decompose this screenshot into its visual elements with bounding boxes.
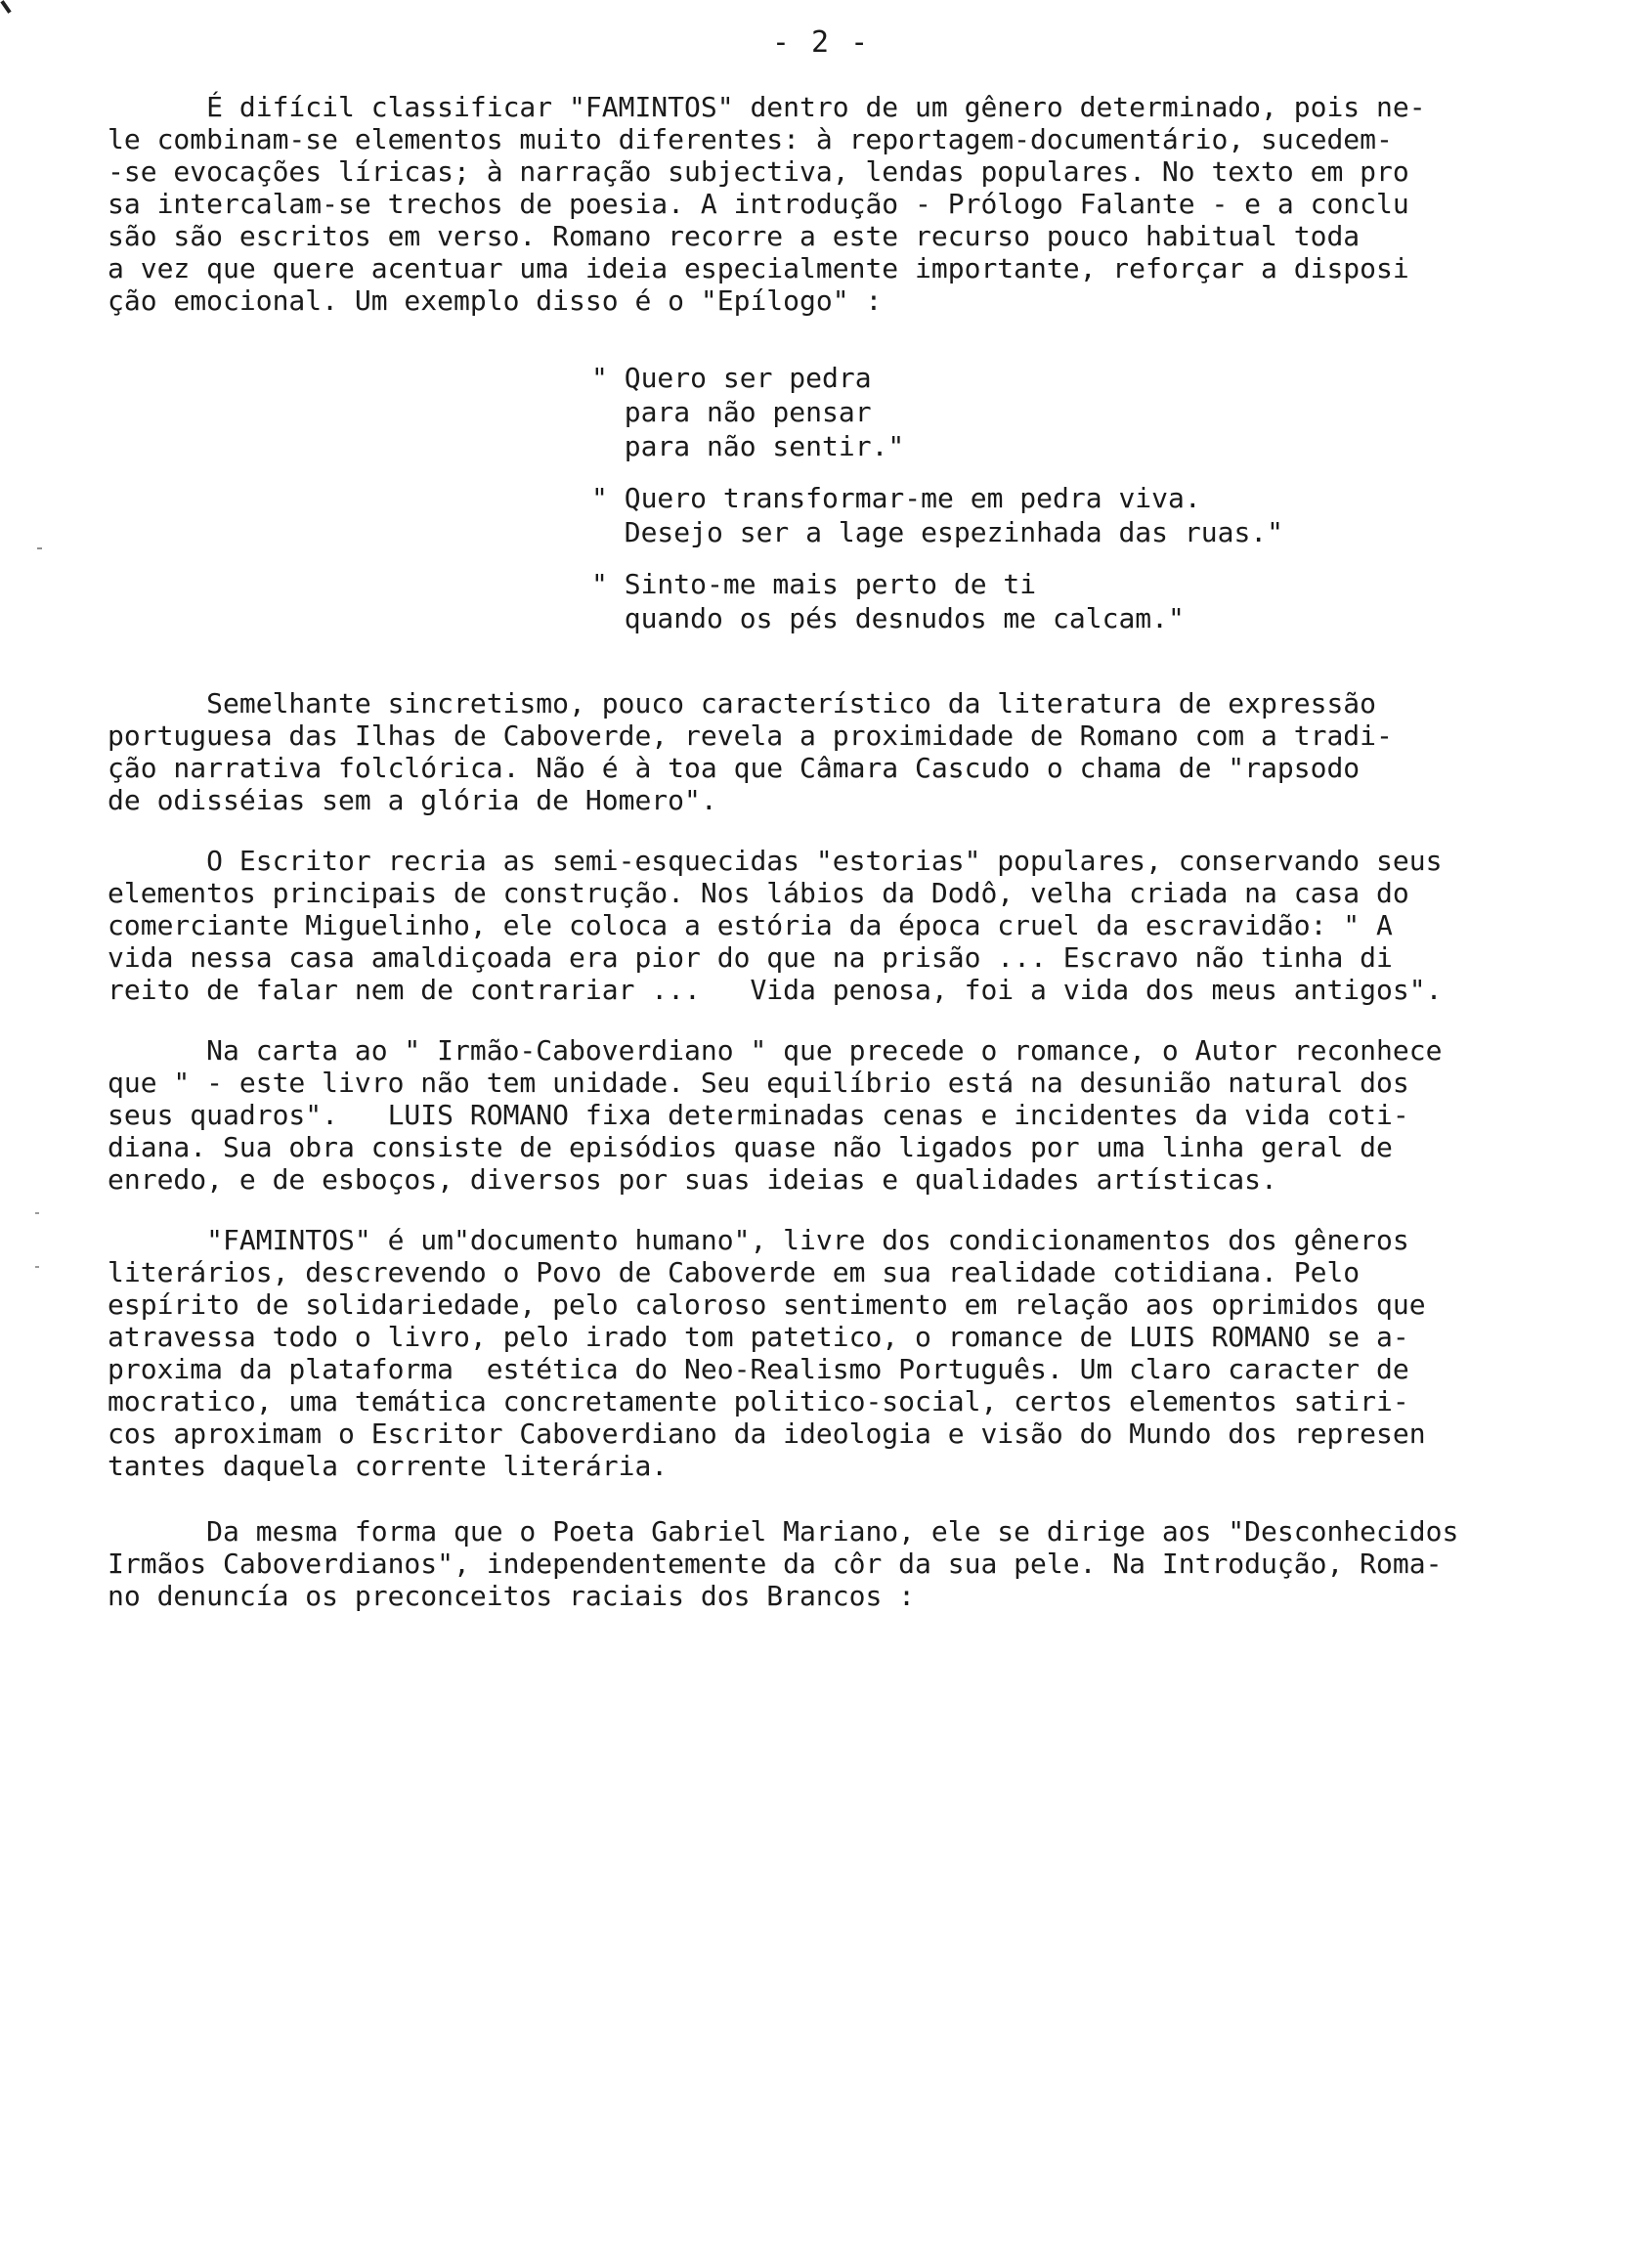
text-line: seus quadros". LUIS ROMANO fixa determinadas cenas e incidentes da vida coti- [108,1099,1409,1131]
margin-speck [35,1212,39,1214]
text-line: O Escritor recria as semi-esquecidas "estorias" populares, conservando seus [108,845,1443,877]
text-line: literários, descrevendo o Povo de Caboverde em sua realidade cotidiana. Pelo [108,1256,1361,1288]
poem-line: " Quero ser pedra [591,362,872,394]
poem-line: Desejo ser a lage espezinhada das ruas." [591,516,1284,548]
text-line: vida nessa casa amaldiçoada era pior do que na prisão ... Escravo não tinha di [108,941,1393,974]
text-line: espírito de solidariedade, pelo caloroso sentimento em relação aos oprimidos que [108,1288,1426,1321]
text-line: reito de falar nem de contrariar ... Vida penosa, foi a vida dos meus antigos". [108,974,1443,1006]
text-line: -se evocações líricas; à narração subjectiva, lendas populares. No texto em pro [108,155,1409,188]
text-line: ção emocional. Um exemplo disso é o "Epílogo" : [108,284,883,317]
text-line: no denuncía os preconceitos raciais dos Brancos : [108,1580,916,1612]
text-line: a vez que quere acentuar uma ideia especialmente importante, reforçar a disposi [108,252,1409,284]
text-line: comerciante Miguelinho, ele coloca a estória da época cruel da escravidão: " A [108,909,1393,941]
text-line: diana. Sua obra consiste de episódios quase não ligados por uma linha geral de [108,1131,1393,1163]
poem-line: para não sentir." [591,430,905,462]
text-line: mocratico, uma temática concretamente politico-social, certos elementos satiri- [108,1385,1409,1418]
page-number: - 2 - [771,25,871,60]
poem-line: quando os pés desnudos me calcam." [591,602,1185,634]
text-line: que " - este livro não tem unidade. Seu equilíbrio está na desunião natural dos [108,1067,1409,1099]
text-line: sa intercalam-se trechos de poesia. A introdução - Prólogo Falante - e a conclu [108,188,1409,220]
margin-speck [35,1266,39,1268]
text-line: enredo, e de esboços, diversos por suas ideias e qualidades artísticas. [108,1163,1277,1196]
text-line: de odisséias sem a glória de Homero". [108,784,717,816]
text-line: Semelhante sincretismo, pouco característico da literatura de expressão [108,687,1377,720]
text-line: ção narrativa folclórica. Não é à toa que Câmara Cascudo o chama de "rapsodo [108,752,1361,784]
poem-line: para não pensar [591,396,872,428]
text-line: atravessa todo o livro, pelo irado tom patetico, o romance de LUIS ROMANO se a- [108,1321,1409,1353]
text-line: "FAMINTOS" é um"documento humano", livre dos condicionamentos dos gêneros [108,1224,1409,1256]
scan-mark [0,0,11,14]
text-line: Na carta ao " Irmão-Caboverdiano " que precede o romance, o Autor reconhece [108,1034,1443,1067]
text-line: Irmãos Caboverdianos", independentemente da côr da sua pele. Na Introdução, Roma- [108,1548,1443,1580]
text-line: cos aproximam o Escritor Caboverdiano da ideologia e visão do Mundo dos represen [108,1418,1426,1450]
poem-line: " Sinto-me mais perto de ti [591,568,1037,600]
text-line: tantes daquela corrente literária. [108,1450,669,1482]
text-line: É difícil classificar "FAMINTOS" dentro de um gênero determinado, pois ne- [108,91,1426,123]
text-line: elementos principais de construção. Nos lábios da Dodô, velha criada na casa do [108,877,1409,909]
poem-line: " Quero transformar-me em pedra viva. [591,482,1201,514]
text-line: portuguesa das Ilhas de Caboverde, revela a proximidade de Romano com a tradi- [108,720,1393,752]
text-line: Da mesma forma que o Poeta Gabriel Mariano, ele se dirige aos "Desconhecidos [108,1515,1459,1548]
text-line: le combinam-se elementos muito diferentes: à reportagem-documentário, sucedem- [108,123,1393,155]
text-line: proxima da plataforma estética do Neo-Realismo Português. Um claro caracter de [108,1353,1409,1385]
text-line: são são escritos em verso. Romano recorre a este recurso pouco habitual toda [108,220,1361,252]
margin-speck [37,547,42,549]
